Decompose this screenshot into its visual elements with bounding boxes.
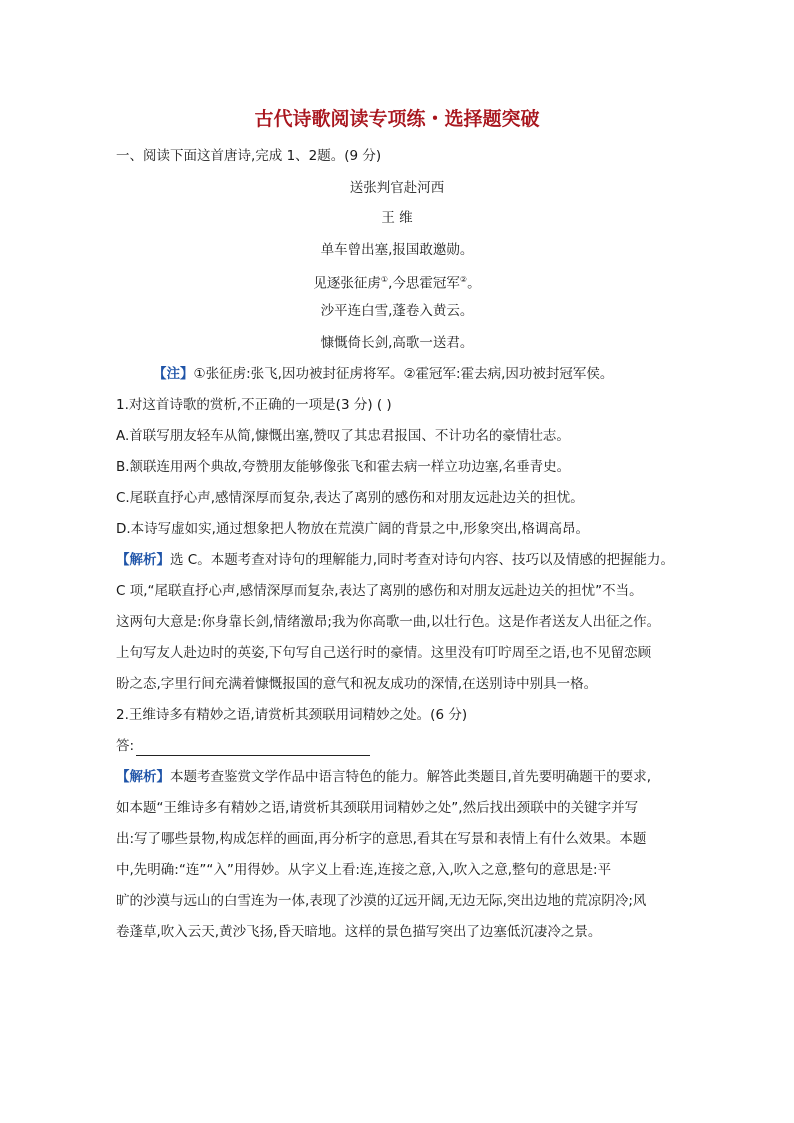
section-intro: 一、阅读下面这首唐诗,完成 1、2题。(9 分) xyxy=(116,148,382,164)
analysis-1-line-2: C 项,“尾联直抒心声,感情深厚而复杂,表达了离别的感伤和对朋友远赴边关的担忧”不当。 xyxy=(116,583,643,599)
poem-line-4: 慷慨倚长剑,高歌一送君。 xyxy=(320,335,474,351)
footnote-marker-1: ① xyxy=(380,275,389,284)
analysis-2-line-4: 中,先明确:“连”“入”用得妙。从字义上看:连,连接之意,入,吹入之意,整句的意思是:平 xyxy=(116,862,612,878)
analysis-2-line-6: 卷蓬草,吹入云天,黄沙飞扬,昏天暗地。这样的景色描写突出了边塞低沉凄冷之景。 xyxy=(116,924,602,940)
analysis-tag: 【解析】 xyxy=(116,769,170,785)
answer-label: 答: xyxy=(116,738,135,754)
analysis-1-line-3: 这两句大意是:你身靠长剑,情绪激昂;我为你高歌一曲,以壮行色。这是作者送友人出征之作。 xyxy=(116,614,661,630)
footnote-marker-2: ② xyxy=(459,275,468,284)
poem-note: 【注】①张征虏:张飞,因功被封征虏将军。②霍冠军:霍去病,因功被封冠军侯。 xyxy=(153,366,614,382)
option-c: C.尾联直抒心声,感情深厚而复杂,表达了离别的感伤和对朋友远赴边关的担忧。 xyxy=(116,490,584,506)
answer-blank[interactable] xyxy=(136,741,370,756)
analysis-1-line-5: 盼之态,字里行间充满着慷慨报国的意气和祝友成功的深情,在送别诗中别具一格。 xyxy=(116,676,598,692)
analysis-2-line-3: 出:写了哪些景物,构成怎样的画面,再分析字的意思,看其在写景和表情上有什么效果。本题 xyxy=(116,831,647,847)
poem-title: 送张判官赴河西 xyxy=(349,180,445,196)
poem-author: 王 维 xyxy=(381,210,413,226)
analysis-tag: 【解析】 xyxy=(116,552,170,568)
question-1-stem: 1.对这首诗歌的赏析,不正确的一项是(3 分) ( ) xyxy=(116,397,392,413)
analysis-2-line-2: 如本题“王维诗多有精妙之语,请赏析其颈联用词精妙之处”,然后找出颈联中的关键字并写 xyxy=(116,800,639,816)
poem-line-2: 见逐张征虏①,今思霍冠军②。 xyxy=(313,275,481,292)
option-a: A.首联写朋友轻车从简,慷慨出塞,赞叹了其忠君报国、不计功名的豪情壮志。 xyxy=(116,428,570,444)
poem-line-1: 单车曾出塞,报国敢邀勋。 xyxy=(320,242,474,258)
analysis-1-line-4: 上句写友人赴边时的英姿,下句写自己送行时的豪情。这里没有叮咛周至之语,也不见留恋顾 xyxy=(116,645,652,661)
analysis-2-line-1: 【解析】本题考查鉴赏文学作品中语言特色的能力。解答此类题目,首先要明确题干的要求, xyxy=(116,769,652,785)
answer-row xyxy=(116,736,370,756)
option-d: D.本诗写虚如实,通过想象把人物放在荒漠广阔的背景之中,形象突出,格调高昂。 xyxy=(116,521,590,537)
page-title: 古代诗歌阅读专项练・选择题突破 xyxy=(254,108,540,130)
analysis-2-line-5: 旷的沙漠与远山的白雪连为一体,表现了沙漠的辽远开阔,无边无际,突出边地的荒凉阴冷;风 xyxy=(116,893,647,909)
note-tag: 【注】 xyxy=(153,366,194,382)
analysis-1-line-1: 【解析】选 C。本题考查对诗句的理解能力,同时考查对诗句内容、技巧以及情感的把握能力。 xyxy=(116,552,675,568)
question-2-stem: 2.王维诗多有精妙之语,请赏析其颈联用词精妙之处。(6 分) xyxy=(116,707,468,723)
poem-line-3: 沙平连白雪,蓬卷入黄云。 xyxy=(320,303,474,319)
option-b: B.颔联连用两个典故,夸赞朋友能够像张飞和霍去病一样立功边塞,名垂青史。 xyxy=(116,459,571,475)
